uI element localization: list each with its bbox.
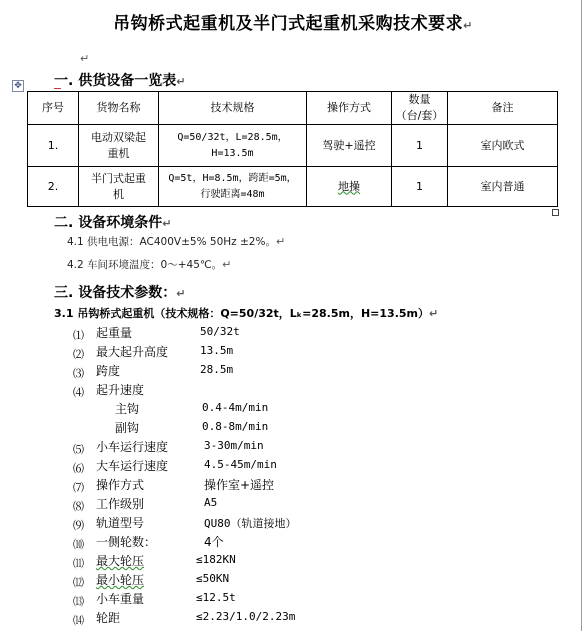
section2-heading: 二. 设备环境条件↵: [54, 215, 172, 231]
paragraph-mark: ↵: [80, 52, 90, 65]
param-label: 起升速度: [96, 383, 145, 397]
param-number: ⑸: [73, 443, 84, 456]
param-value: ≤182KN: [196, 553, 236, 566]
param-label: 操作方式: [96, 478, 145, 492]
cell-operation: 地操: [307, 167, 392, 207]
table-row: [28, 167, 558, 207]
header-cell: 操作方式: [307, 92, 392, 125]
param-label: 最小轮压: [96, 573, 145, 587]
spelling-underline: [54, 79, 61, 89]
param-label: 起重量: [96, 326, 133, 340]
param-row: [73, 343, 234, 362]
param-value: 0.8-8m/min: [202, 420, 269, 433]
param-label: 最大轮压: [96, 554, 145, 568]
param-row: [73, 514, 297, 533]
page-edge-line: [581, 0, 582, 631]
param-value: 28.5m: [200, 363, 234, 376]
param-number: ⒁: [73, 614, 84, 627]
param-row: [73, 457, 277, 476]
param-value: 3-30m/min: [204, 439, 264, 452]
param-row: [73, 609, 296, 628]
param-value: ≤12.5t: [196, 591, 236, 604]
param-number: ⑻: [73, 500, 84, 513]
table-row: [28, 125, 558, 167]
cell-note: 室内欧式: [448, 125, 558, 167]
cell-index: 1.: [28, 125, 79, 167]
param-row: [73, 324, 240, 343]
param-label: 轮距: [96, 611, 121, 625]
header-cell: 数量 （台/套）: [392, 92, 448, 125]
param-number: ⒀: [73, 595, 84, 608]
param-value: 4个: [204, 535, 224, 549]
cell-index: 2.: [28, 167, 79, 207]
cell-note: 室内普通: [448, 167, 558, 207]
cell-spec: Q=5t，H=8.5m，跨距=5m， 行驶距离=48m: [159, 167, 307, 207]
header-cell: 备注: [448, 92, 558, 125]
header-cell: 序号: [28, 92, 79, 125]
param-number: ⑶: [73, 367, 84, 380]
table-resize-handle[interactable]: [552, 209, 559, 216]
param-number: ⑴: [73, 329, 84, 342]
param-number: ⑵: [73, 348, 84, 361]
param-value: 4.5-45m/min: [204, 458, 277, 471]
param-value: 0.4-4m/min: [202, 401, 269, 414]
param-row: [73, 590, 236, 609]
cell-name: 半门式起重 机: [79, 167, 159, 207]
param-value: 50/32t: [200, 325, 240, 338]
param-number: ⑾: [73, 557, 84, 570]
env-item: 4.1 供电电源：AC400V±5% 50Hz ±2%。↵: [67, 235, 286, 248]
param-label: 大车运行速度: [96, 459, 169, 473]
param-label: 最大起升高度: [96, 345, 169, 359]
param-label: 主钩: [115, 402, 140, 416]
param-number: ⑷: [73, 386, 84, 399]
param-number: ⑽: [73, 538, 84, 551]
param-row: [73, 495, 218, 514]
param-row: [73, 381, 145, 400]
table-move-handle-icon[interactable]: ✥: [12, 80, 24, 92]
header-cell: 技术规格: [159, 92, 307, 125]
cell-operation: 驾驶+遥控: [307, 125, 392, 167]
param-value: 13.5m: [200, 344, 234, 357]
param-number: ⑺: [73, 481, 84, 494]
supply-table: [27, 91, 558, 207]
table-header-row: [28, 92, 558, 125]
param-row: [73, 476, 275, 495]
section1-heading: 一. 供货设备一览表↵: [54, 73, 186, 89]
cell-name: 电动双梁起 重机: [79, 125, 159, 167]
cell-spec: Q=50/32t，L=28.5m， H=13.5m: [159, 125, 307, 167]
subsection-heading: 3.1 吊钩桥式起重机（技术规格：Q=50/32t，Lₖ=28.5m，H=13.5m）↵: [54, 307, 439, 320]
param-value: 操作室+遥控: [204, 478, 275, 492]
param-label: 小车运行速度: [96, 440, 169, 454]
param-row: [73, 552, 236, 571]
param-row: [73, 533, 224, 552]
param-label: 副钩: [115, 421, 140, 435]
param-row: [73, 438, 264, 457]
param-value: ≤50KN: [196, 572, 230, 585]
param-label: 工作级别: [96, 497, 145, 511]
param-label: 轨道型号: [96, 516, 145, 530]
param-row: [73, 571, 230, 590]
cell-quantity: 1: [392, 167, 448, 207]
section3-heading: 三. 设备技术参数：↵: [54, 285, 186, 301]
cell-quantity: 1: [392, 125, 448, 167]
document-title: 吊钩桥式起重机及半门式起重机采购技术要求↵: [113, 14, 473, 34]
param-value: QU80（轨道接地）: [204, 517, 297, 530]
param-value: ≤2.23/1.0/2.23m: [196, 610, 296, 623]
param-value: A5: [204, 496, 218, 509]
env-item: 4.2 车间环境温度：0～+45℃。↵: [67, 258, 232, 271]
header-cell: 货物名称: [79, 92, 159, 125]
param-row: [73, 362, 234, 381]
param-number: ⑿: [73, 576, 84, 589]
param-label: 跨度: [96, 364, 121, 378]
param-label: 小车重量: [96, 592, 145, 606]
param-number: ⑹: [73, 462, 84, 475]
param-label: 一侧轮数：: [96, 535, 157, 549]
param-number: ⑼: [73, 519, 84, 532]
